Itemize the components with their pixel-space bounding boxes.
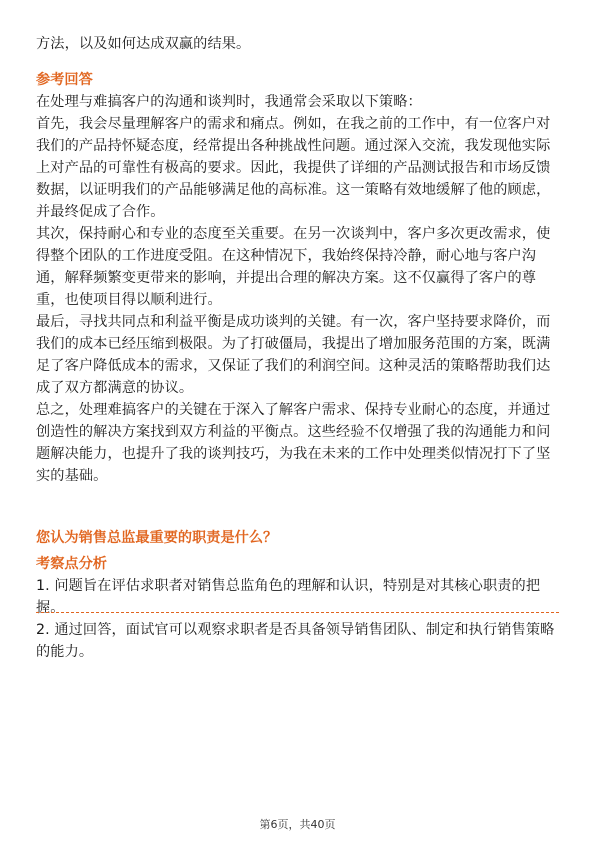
point-line: 握。 [36,600,65,616]
paragraph-line: 并最终促成了合作。 [36,204,165,220]
analysis-point-2 [36,619,559,663]
next-question-title: 您认为销售总监最重要的职责是什么？ [36,530,278,546]
document-page [36,0,559,663]
analysis-heading: 考察点分析 [36,556,107,572]
paragraph-line: 重，也使项目得以顺利进行。 [36,292,222,308]
paragraph-line: 创造性的解决方案找到双方利益的平衡点。这些经验不仅增强了我的沟通能力和问 [36,424,551,440]
point-line: 2. 通过回答，面试官可以观察求职者是否具备领导销售团队、制定和执行销售策略 [36,622,555,638]
paragraph-line: 我们的成本已经压缩到极限。为了打破僵局，我提出了增加服务范围的方案，既满 [36,336,551,352]
answer-paragraph-1 [36,113,559,223]
paragraph-line: 得整个团队的工作进度受阻。在这种情况下，我始终保持冷静，耐心地与客户沟 [36,248,537,264]
reference-answer-lead: 在处理与难搞客户的沟通和谈判时，我通常会采取以下策略： [36,94,422,110]
paragraph-line: 首先，我会尽量理解客户的需求和痛点。例如，在我之前的工作中，有一位客户对 [36,116,551,132]
paragraph-line: 足了客户降低成本的需求，又保证了我们的利润空间。这种灵活的策略帮助我们达 [36,358,551,374]
paragraph-line: 其次，保持耐心和专业的态度至关重要。在另一次谈判中，客户多次更改需求，使 [36,226,551,242]
paragraph-line: 成了双方都满意的协议。 [36,380,194,396]
intro-tail-line: 方法，以及如何达成双赢的结果。 [36,36,251,52]
paragraph-line: 上对产品的可靠性有极高的要求。因此，我提供了详细的产品测试报告和市场反馈 [36,160,551,176]
answer-paragraph-3 [36,311,559,399]
answer-paragraph-2 [36,223,559,311]
paragraph-line: 最后，寻找共同点和利益平衡是成功谈判的关键。有一次，客户坚持要求降价，而 [36,314,551,330]
paragraph-line: 通，解释频繁变更带来的影响，并提出合理的解决方案。这不仅赢得了客户的尊 [36,270,537,286]
reference-answer-heading: 参考回答 [36,72,93,88]
section-divider [36,612,559,613]
point-line: 1. 问题旨在评估求职者对销售总监角色的理解和认识，特别是对其核心职责的把 [36,578,541,594]
point-line: 的能力。 [36,644,94,660]
page-footer: 第6页，共40页 [259,818,336,831]
paragraph-line: 我们的产品持怀疑态度，经常提出各种挑战性问题。通过深入交流，我发现他实际 [36,138,551,154]
answer-paragraph-4 [36,399,559,487]
paragraph-line: 实的基础。 [36,468,108,484]
paragraph-line: 数据，以证明我们的产品能够满足他的高标准。这一策略有效地缓解了他的顾虑， [36,182,551,198]
paragraph-line: 题解决能力，也提升了我的谈判技巧，为我在未来的工作中处理类似情况打下了坚 [36,446,551,462]
paragraph-line: 总之，处理难搞客户的关键在于深入了解客户需求、保持专业耐心的态度，并通过 [36,402,551,418]
